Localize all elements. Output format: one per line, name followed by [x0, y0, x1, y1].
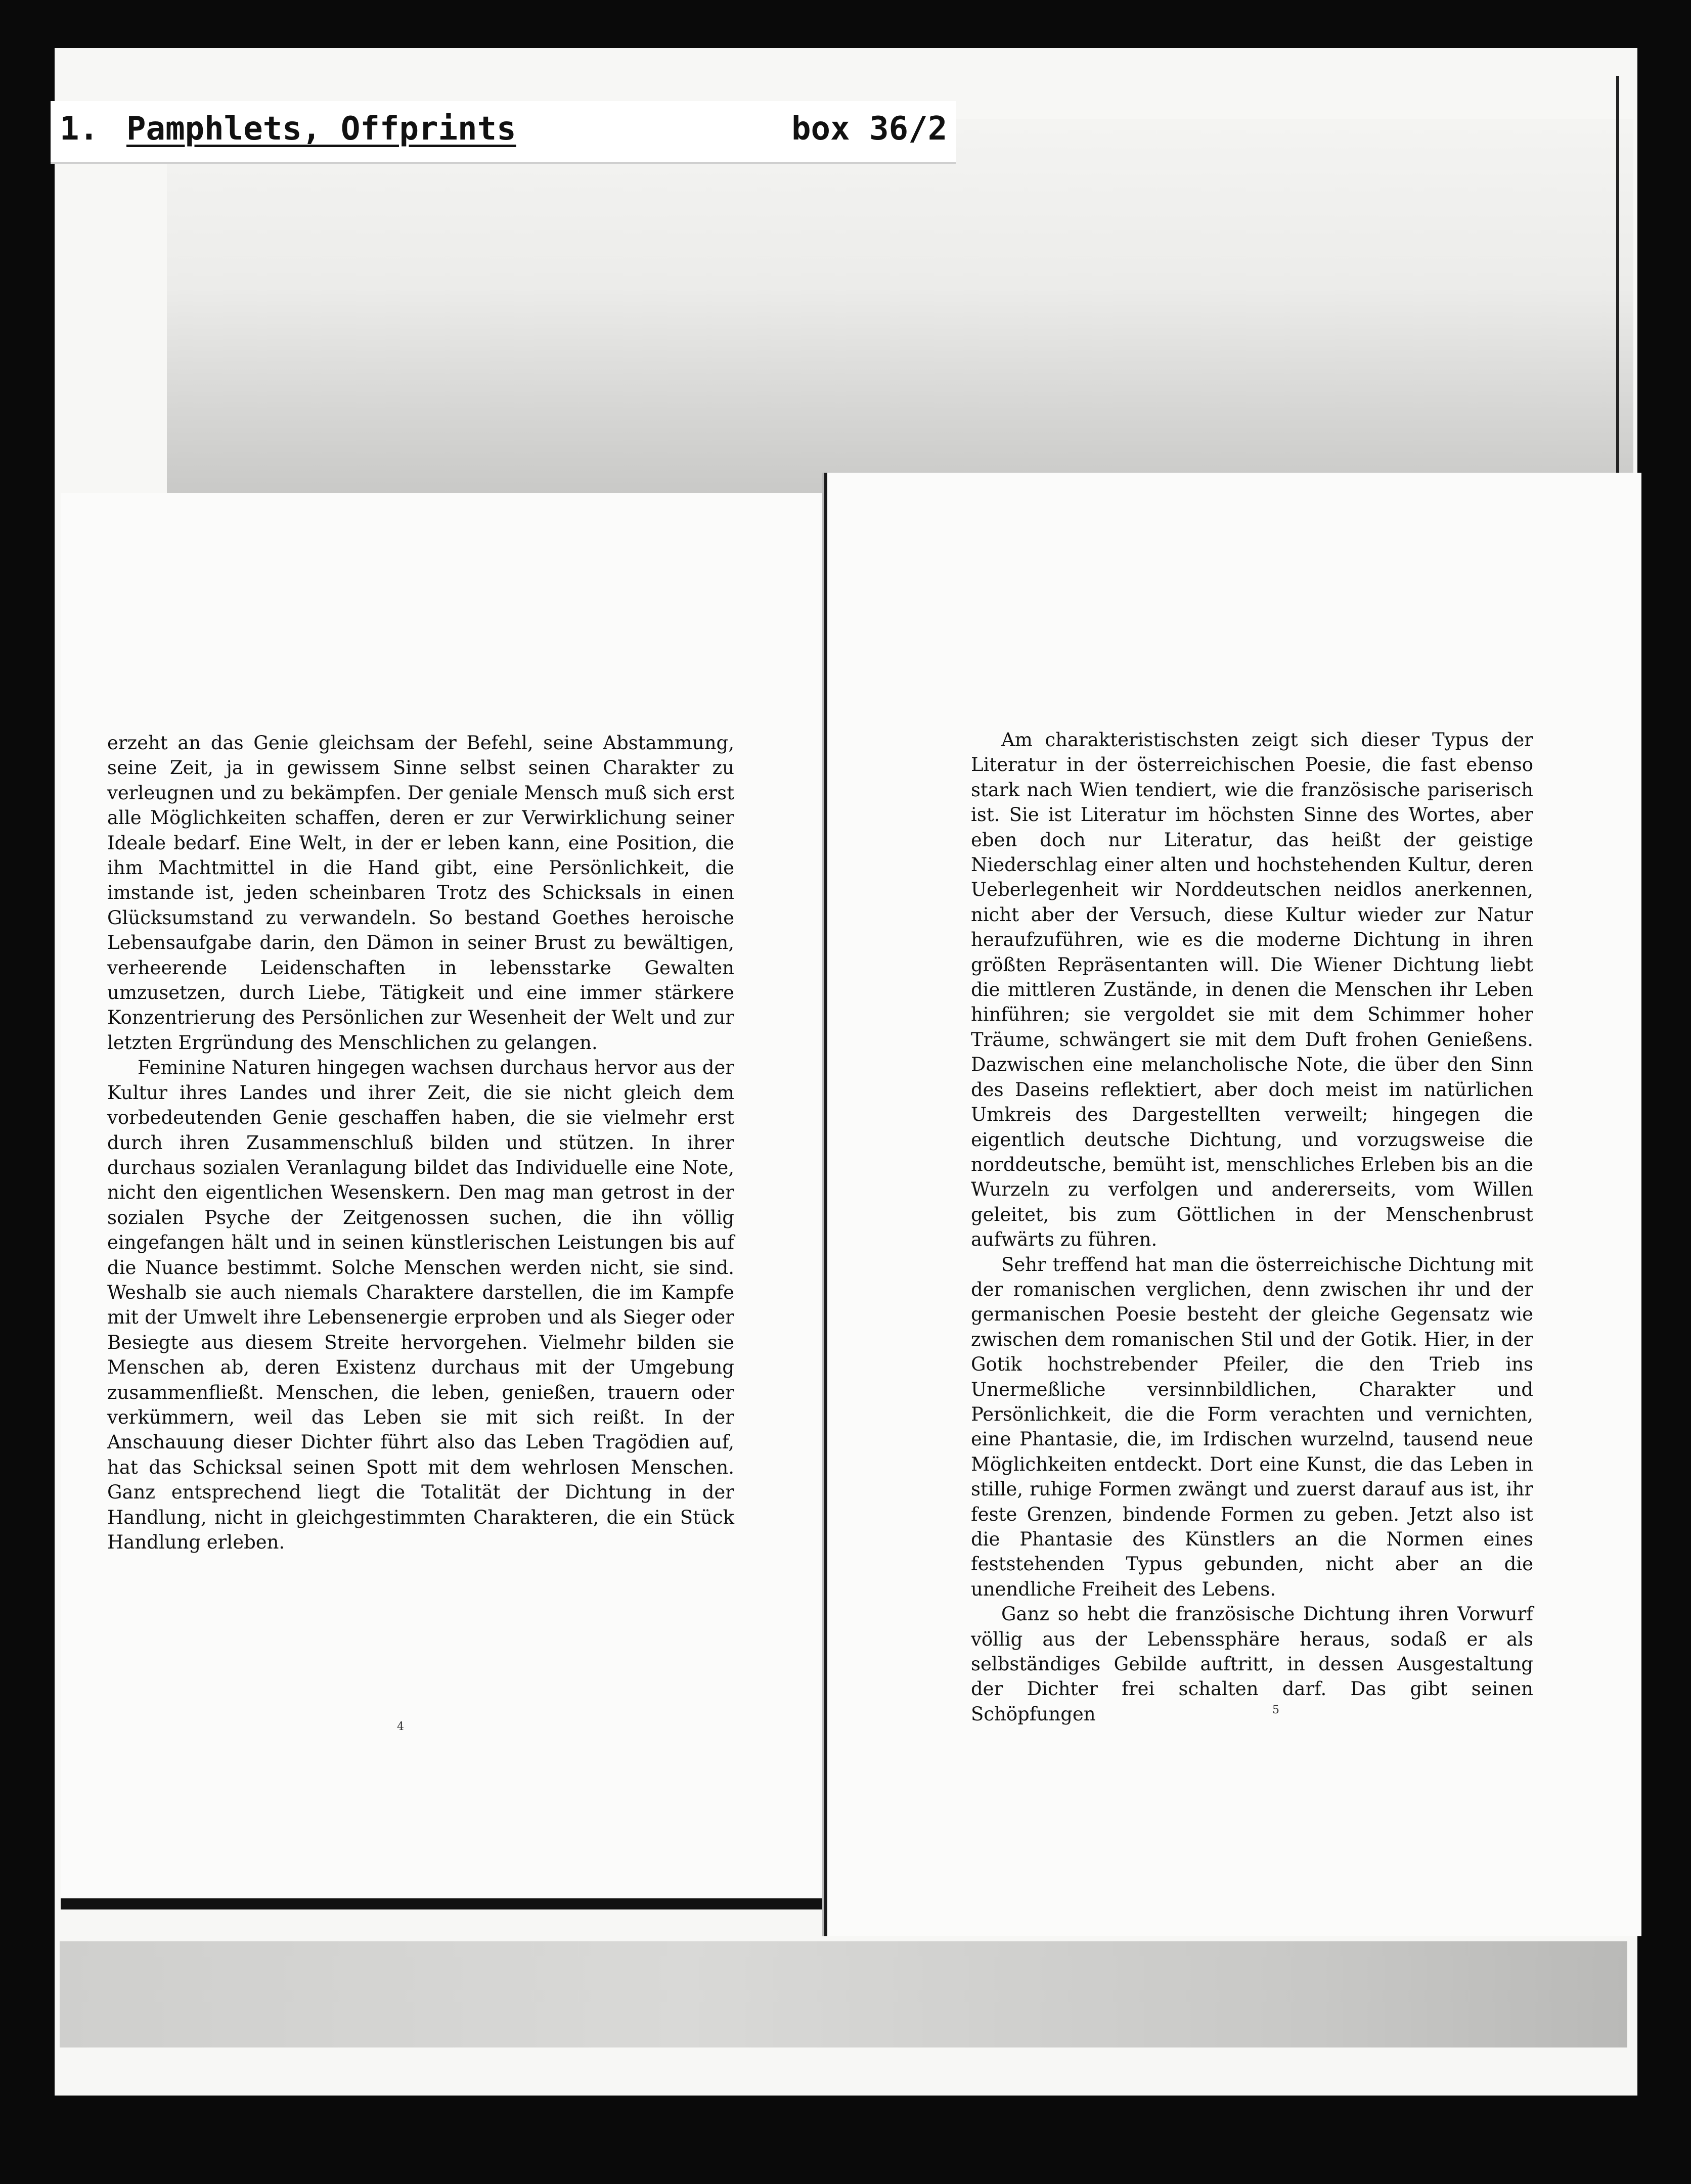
scan-shadow-bottom: [60, 1941, 1627, 2048]
right-page-text: [971, 727, 1533, 1726]
left-page: [61, 493, 829, 1909]
left-page-text: [107, 731, 734, 1555]
label-number: 1.: [60, 110, 99, 148]
left-page-number: 4: [397, 1720, 404, 1733]
right-paragraph: Sehr treffend hat man die österreichische Dichtung mit der romanischen verglichen, denn zwischen ihr und der germanischen Poesie besteht der gleiche Gegensatz wie zwischen dem romanischen Stil und der Gotik. Hier, in der Gotik hochstrebender Pfeiler, die den Trieb ins Unermeßliche versinnbildlichen, Charakter und Persönlichkeit, die die Form verachten und vernichten, eine Phantasie, die, im Irdischen wurzelnd, tausend neue Möglichkeiten entdeckt. Dort eine Kunst, die das Leben in stille, ruhige Formen zwängt und zuerst darauf aus ist, ihr feste Grenzen, bindende Formen zu geben. Jetzt also ist die Phantasie des Künstlers an die Normen eines feststehenden Typus gebunden, nicht aber an die unendliche Freiheit des Lebens.: [971, 1253, 1533, 1600]
label-title: Pamphlets, Offprints: [126, 110, 516, 148]
scan-shadow-top: [167, 119, 1633, 493]
left-paragraph: Feminine Naturen hingegen wachsen durchaus hervor aus der Kultur ihres Landes und ihrer Zeit, die sie nicht gleich dem vorbedeutenden Genie geschaffen haben, die sie vielmehr erst durch ihren Zusammenschluß bilden und stützen. In ihrer durchaus sozialen Veranlagung bildet das Individuelle eine Note, nicht den eigentlichen Wesenskern. Den mag man getrost in der sozialen Psyche der Zeitgenossen suchen, die ihn völlig eingefangen hält und in seinen künstlerischen Leistungen bis auf die Nuance bestimmt. Solche Menschen werden nicht, sie sind. Weshalb sie auch niemals Charaktere darstellen, die im Kampfe mit der Umwelt ihre Lebensenergie erproben und als Sieger oder Besiegte aus diesem Streite hervorgehen. Vielmehr bilden sie Menschen ab, deren Existenz durchaus mit der Umgebung zusammenfließt. Menschen, die leben, genießen, trauern oder verkümmern, weil das Leben sie mit sich reißt. In der Anschauung dieser Dichter führt also das Leben Tragödien auf, hat das Schicksal seinen Spott mit dem wehrlosen Menschen. Ganz entsprechend liegt die Totalität der Dichtung in der Handlung, nicht in gleichgestimmten Charakteren, die ein Stück Handlung erleben.: [107, 1057, 734, 1553]
right-paragraph: Am charakteristischsten zeigt sich dieser Typus der Literatur in der österreichischen Poesie, die fast ebenso stark nach Wien tendiert, wie die französische pariserisch ist. Sie ist Literatur im höchsten Sinne des Wortes, aber eben doch nur Literatur, das heißt der geistige Niederschlag einer alten und hochstehenden Kultur, deren Ueberlegenheit wir Norddeutschen neidlos anerkennen, nicht aber der Versuch, diese Kultur wieder zur Natur heraufzuführen, wie es die moderne Dichtung in ihren größten Repräsentanten will. Die Wiener Dichtung liebt die mittleren Zustände, in denen die Menschen ihr Leben hinführen; sie vergoldet sie mit dem Schimmer hoher Träume, schwängert sie mit dem Duft frohen Genießens. Dazwischen eine melancholische Note, die über den Sinn des Daseins reflektiert, aber doch meist im natürlichen Umkreis des Dargestellten verweilt; hingegen die eigentlich deutsche Dichtung, und vorzugsweise die norddeutsche, bemüht ist, menschliches Erleben bis an die Wurzeln zu verfolgen und andererseits, vom Willen geleitet, bis zum Göttlichen in der Menschenbrust aufwärts zu führen.: [971, 729, 1533, 1251]
sheet-right-edge: [1616, 76, 1619, 475]
archive-label: [51, 101, 956, 164]
left-paragraph: erzeht an das Genie gleichsam der Befehl, seine Abstammung, seine Zeit, ja in gewissem Sinne selbst seinen Charakter zu verleugnen und zu bekämpfen. Der geniale Mensch muß sich erst alle Möglichkeiten schaffen, deren er zur Verwirklichung seiner Ideale bedarf. Eine Welt, in der er leben kann, eine Position, die ihm Machtmittel in die Hand gibt, eine Persönlichkeit, die imstande ist, jeden scheinbaren Trotz des Schicksals in einen Glücksumstand zu verwandeln. So bestand Goethes heroische Lebensaufgabe darin, den Dämon in seiner Brust zu bewältigen, verheerende Leidenschaften in lebensstarke Gewalten umzusetzen, durch Liebe, Tätigkeit und eine immer stärkere Konzentrierung des Persönlichen zur Wesenheit der Welt und zur letzten Ergründung des Menschlichen zu gelangen.: [107, 732, 734, 1054]
right-page-number: 5: [1272, 1704, 1279, 1716]
label-box: box 36/2: [791, 110, 948, 148]
right-page: [824, 473, 1641, 1936]
right-paragraph: Ganz so hebt die französische Dichtung ihren Vorwurf völlig aus der Lebenssphäre heraus, sodaß er als selbständiges Gebilde auftritt, in dessen Ausgestaltung der Dichter frei schalten darf. Das gibt seinen Schöpfungen: [971, 1603, 1533, 1725]
